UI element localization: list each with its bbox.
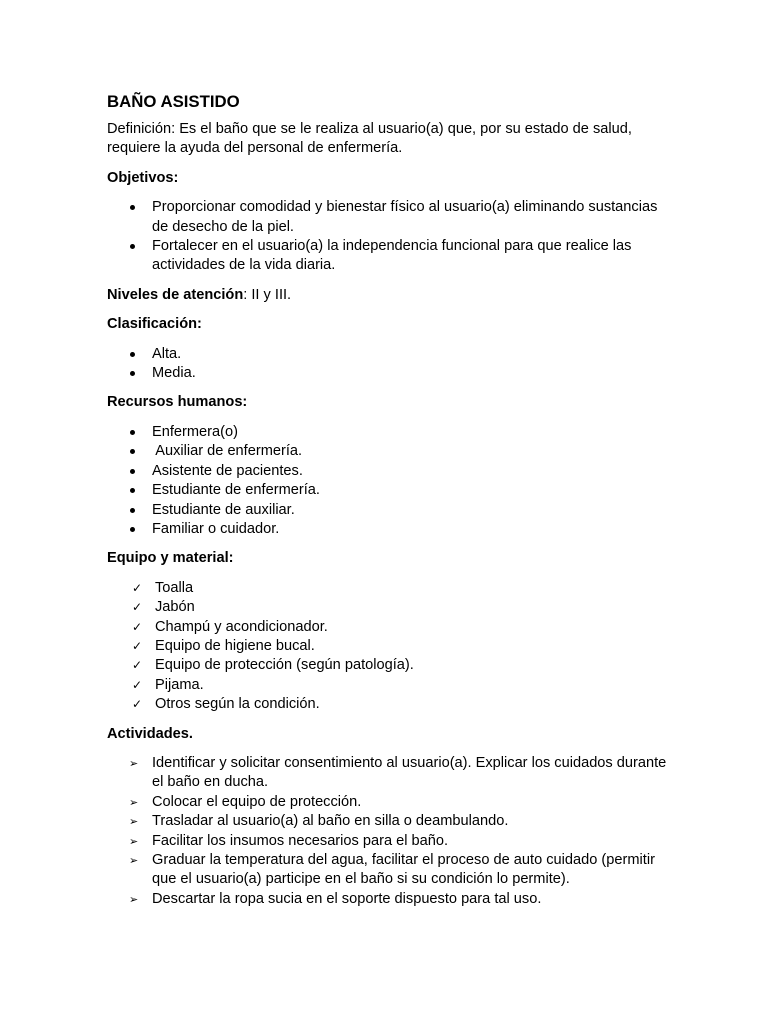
list-item: Media.	[152, 365, 196, 382]
check-icon: ✓	[132, 677, 143, 692]
arrowhead-icon: ➢	[129, 795, 139, 809]
list-item: ✓ Jabón	[107, 598, 667, 617]
list-item: Fortalecer en el usuario(a) la independencia funcional para que realice las actividades de la vida diaria.	[152, 238, 632, 274]
arrowhead-icon: ➢	[129, 834, 139, 848]
check-icon: ✓	[132, 580, 143, 595]
definition-paragraph: Definición: Es el baño que se le realiza al usuario(a) que, por su estado de salud, requiere la ayuda del personal de enfermería.	[107, 121, 632, 157]
equipment-list	[107, 579, 667, 715]
objectives-heading: Objetivos:	[107, 169, 179, 186]
arrowhead-icon: ➢	[129, 756, 139, 770]
list-item: Enfermera(o)	[152, 423, 238, 440]
list-item: ➢ Trasladar al usuario(a) al baño en silla o deambulando.	[107, 812, 667, 831]
list-item: ➢ Graduar la temperatura del agua, facilitar el proceso de auto cuidado (permitir que el usuario(a) participe en el baño si su condición lo permite).	[129, 852, 655, 888]
check-icon: ✓	[132, 697, 143, 712]
list-item: Estudiante de auxiliar.	[152, 501, 295, 518]
list-item: Proporcionar comodidad y bienestar físico al usuario(a) eliminando sustancias de desecho de la piel.	[152, 199, 658, 235]
levels-value: : II y III.	[243, 286, 292, 303]
activities-list	[107, 754, 667, 909]
list-item: Familiar o cuidador.	[152, 520, 280, 537]
list-item: ➢ Identificar y solicitar consentimiento al usuario(a). Explicar los cuidados durante el baño en ducha.	[129, 754, 667, 791]
levels-line	[107, 286, 667, 305]
list-item: ➢ Facilitar los insumos necesarios para el baño.	[107, 832, 667, 851]
arrowhead-icon: ➢	[129, 815, 139, 829]
document-title: BAÑO ASISTIDO	[107, 92, 240, 111]
check-icon: ✓	[132, 638, 143, 653]
equipment-heading: Equipo y material:	[107, 550, 234, 567]
list-item: ➢ Colocar el equipo de protección.	[107, 793, 667, 812]
list-item: Estudiante de enfermería.	[152, 482, 320, 499]
list-item: Asistente de pacientes.	[152, 462, 303, 479]
classification-heading: Clasificación:	[107, 316, 202, 333]
levels-label: Niveles de atención	[107, 286, 244, 303]
list-item: ➢ Descartar la ropa sucia en el soporte dispuesto para tal uso.	[107, 890, 667, 909]
arrowhead-icon: ➢	[129, 854, 139, 867]
human-resources-heading: Recursos humanos:	[107, 394, 248, 411]
check-icon: ✓	[132, 619, 143, 634]
check-icon: ✓	[132, 600, 143, 615]
document-page	[107, 90, 667, 919]
list-item: Alta.	[152, 345, 182, 362]
list-item: ✓ Equipo de protección (según patología).	[107, 656, 667, 675]
classification-list	[107, 345, 667, 384]
list-item: ✓ Champú y acondicionador.	[107, 618, 667, 637]
activities-heading: Actividades.	[107, 725, 193, 742]
arrowhead-icon: ➢	[129, 892, 139, 906]
list-item: Auxiliar de enfermería.	[152, 443, 303, 460]
list-item: ✓ Toalla	[107, 579, 667, 598]
check-icon: ✓	[132, 658, 143, 673]
list-item: ✓ Pijama.	[107, 676, 667, 695]
objectives-list	[107, 198, 667, 276]
human-resources-list	[107, 423, 667, 539]
list-item: ✓ Otros según la condición.	[107, 695, 667, 714]
list-item: ✓ Equipo de higiene bucal.	[107, 637, 667, 656]
